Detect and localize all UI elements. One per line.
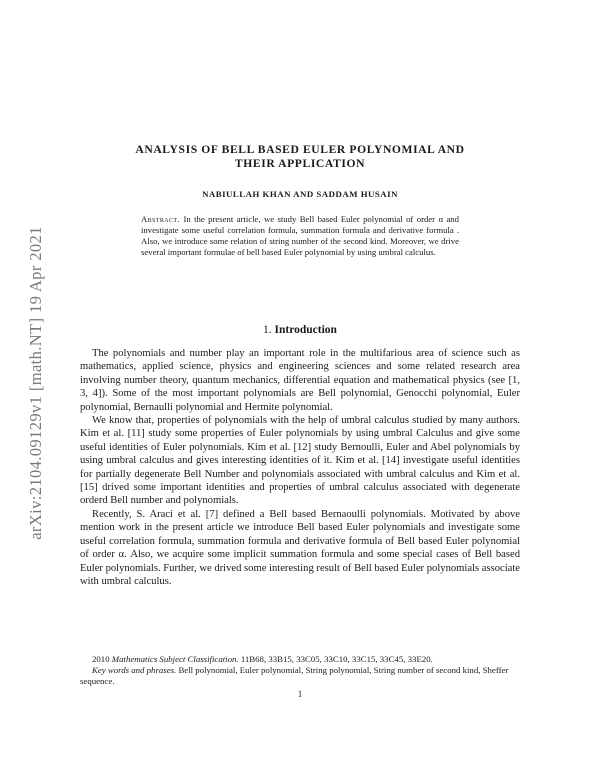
- arxiv-stamp: [21, 168, 51, 598]
- page-number: 1: [297, 689, 303, 699]
- paragraph: We know that, properties of polynomials with the help of umbral calculus studied by many authors. Kim et al. [11] study some properties of Euler polynomials by using umbral Calculus and give some useful identities of Euler polynomials. Kim et al. [12] study Bernoulli, Euler and Abel polynomials by using umbral calculus and gives interesting identities of it. Kim et al. [14] investigate useful identities for partially degenerate Bell Number and polynomials associated with umbral calculus and Kim et al. [15] drived some important identities and properties of umbral calculus associated with degenerate orderd Bell number and polynomials.: [80, 415, 520, 507]
- abstract-text: In the present article, we study Bell based Euler polynomial of order α and investigate some useful correlation formula, summation formula and derivative formula . Also, we introduce some relation of string number of the second kind. Moreover, we drive several important formulae of bell based Euler polynomial by using umbral calculus.: [141, 214, 459, 258]
- title-line-1: ANALYSIS OF BELL BASED EULER POLYNOMIAL AND: [135, 143, 465, 156]
- msc-label: Mathematics Subject Classification.: [111, 654, 239, 664]
- body-text: [80, 347, 520, 588]
- keywords: Bell polynomial, Euler polynomial, String polynomial, String number of second kind, Sheffer sequence.: [80, 665, 509, 686]
- section-heading: [80, 324, 520, 336]
- msc-year: 2010: [92, 654, 110, 664]
- authors: NABIULLAH KHAN AND SADDAM HUSAIN: [202, 189, 398, 199]
- section-title: Introduction: [274, 324, 337, 336]
- section-number: 1.: [263, 324, 272, 336]
- paper-title: [80, 143, 520, 171]
- msc-codes: 11B68, 33B15, 33C05, 33C10, 33C15, 33C45, 33E20.: [240, 654, 433, 664]
- msc-footnote: [80, 654, 520, 665]
- title-line-2: THEIR APPLICATION: [234, 157, 366, 170]
- footnotes: [80, 654, 520, 687]
- keywords-label: Key words and phrases.: [92, 665, 177, 675]
- paragraph: The polynomials and number play an important role in the multifarious area of science such as mathematics, applied science, physics and engineering sciences and some related research area involving number theory, quantum mechanics, differential equation and mathematical physics (see [1, 3, 4]). Some of the most important polynomials are Bell polynomial, Genocchi polynomial, Euler polynomial, Bernaulli polynomial and Hermite polynomial.: [80, 348, 520, 413]
- abstract: [141, 214, 459, 258]
- paragraph: Recently, S. Araci et al. [7] defined a Bell based Bernaoulli polynomials. Motivated by above mention work in the present article we introduce Bell based Euler polynomials and investigate some useful correlation formula, summation formula and derivative formula of Bell based Euler polynomial of order α. Also, we acquire some implicit summation formula and some special cases of Bell based Euler polynomials. Further, we drived some interesting result of Bell based Euler polynomials associate with umbral calculus.: [80, 508, 520, 587]
- arxiv-stamp-text: arXiv:2104.09129v1 [math.NT] 19 Apr 2021: [26, 226, 45, 540]
- abstract-label: Abstract.: [141, 214, 181, 224]
- keywords-footnote: [80, 665, 520, 687]
